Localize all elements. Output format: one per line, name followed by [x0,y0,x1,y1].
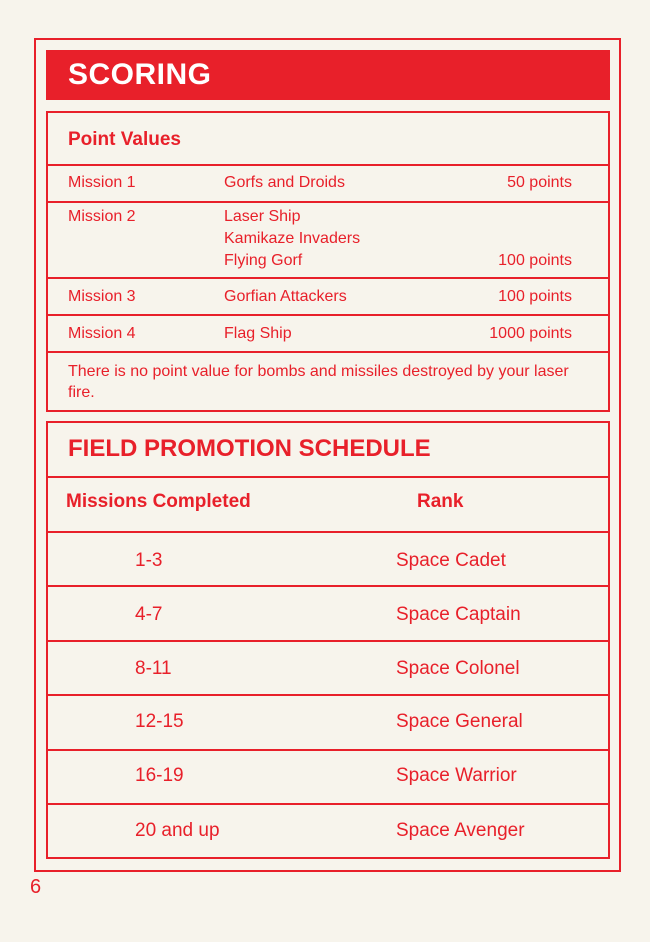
divider [48,314,608,316]
divider [48,749,608,751]
schedule-rank-4: Space General [396,711,523,732]
schedule-rank-2: Space Captain [396,604,521,625]
schedule-missions-5: 16-19 [135,765,184,786]
mission-4-targets: Flag Ship [224,325,292,342]
mission-2-target-2: Kamikaze Invaders [224,230,361,247]
mission-1-points: 50 points [507,174,572,191]
mission-2-target-3: Flying Gorf [224,252,303,269]
schedule-rank-1: Space Cadet [396,550,506,571]
divider [48,164,608,166]
mission-2-label: Mission 2 [68,208,136,225]
col-missions-completed: Missions Completed [66,491,251,512]
point-values-note: There is no point value for bombs and missiles destroyed by your laser fire. [68,363,569,401]
divider [48,585,608,587]
divider [48,201,608,203]
point-values-table [46,111,610,412]
mission-2-target-1: Laser Ship [224,208,301,225]
point-values-heading: Point Values [68,129,181,150]
schedule-rank-6: Space Avenger [396,820,525,841]
page-title: SCORING [46,50,610,100]
mission-3-points: 100 points [498,288,572,305]
mission-1-label: Mission 1 [68,174,136,191]
divider [48,351,608,353]
divider [48,531,608,533]
mission-1-targets: Gorfs and Droids [224,174,345,191]
promotion-schedule-table [46,421,610,859]
divider [48,640,608,642]
col-rank: Rank [417,491,464,512]
schedule-missions-4: 12-15 [135,711,184,732]
schedule-rank-3: Space Colonel [396,658,520,679]
schedule-rank-5: Space Warrior [396,765,517,786]
divider [48,694,608,696]
divider [48,277,608,279]
mission-3-targets: Gorfian Attackers [224,288,347,305]
schedule-missions-3: 8-11 [135,658,172,679]
divider [48,476,608,478]
divider [48,803,608,805]
page-number: 6 [30,876,42,898]
schedule-missions-6: 20 and up [135,820,220,841]
mission-3-label: Mission 3 [68,288,136,305]
mission-2-points: 100 points [498,252,572,269]
schedule-missions-1: 1-3 [135,550,163,571]
mission-4-label: Mission 4 [68,325,136,342]
schedule-missions-2: 4-7 [135,604,163,625]
mission-4-points: 1000 points [489,325,572,342]
schedule-heading: FIELD PROMOTION SCHEDULE [68,435,431,462]
